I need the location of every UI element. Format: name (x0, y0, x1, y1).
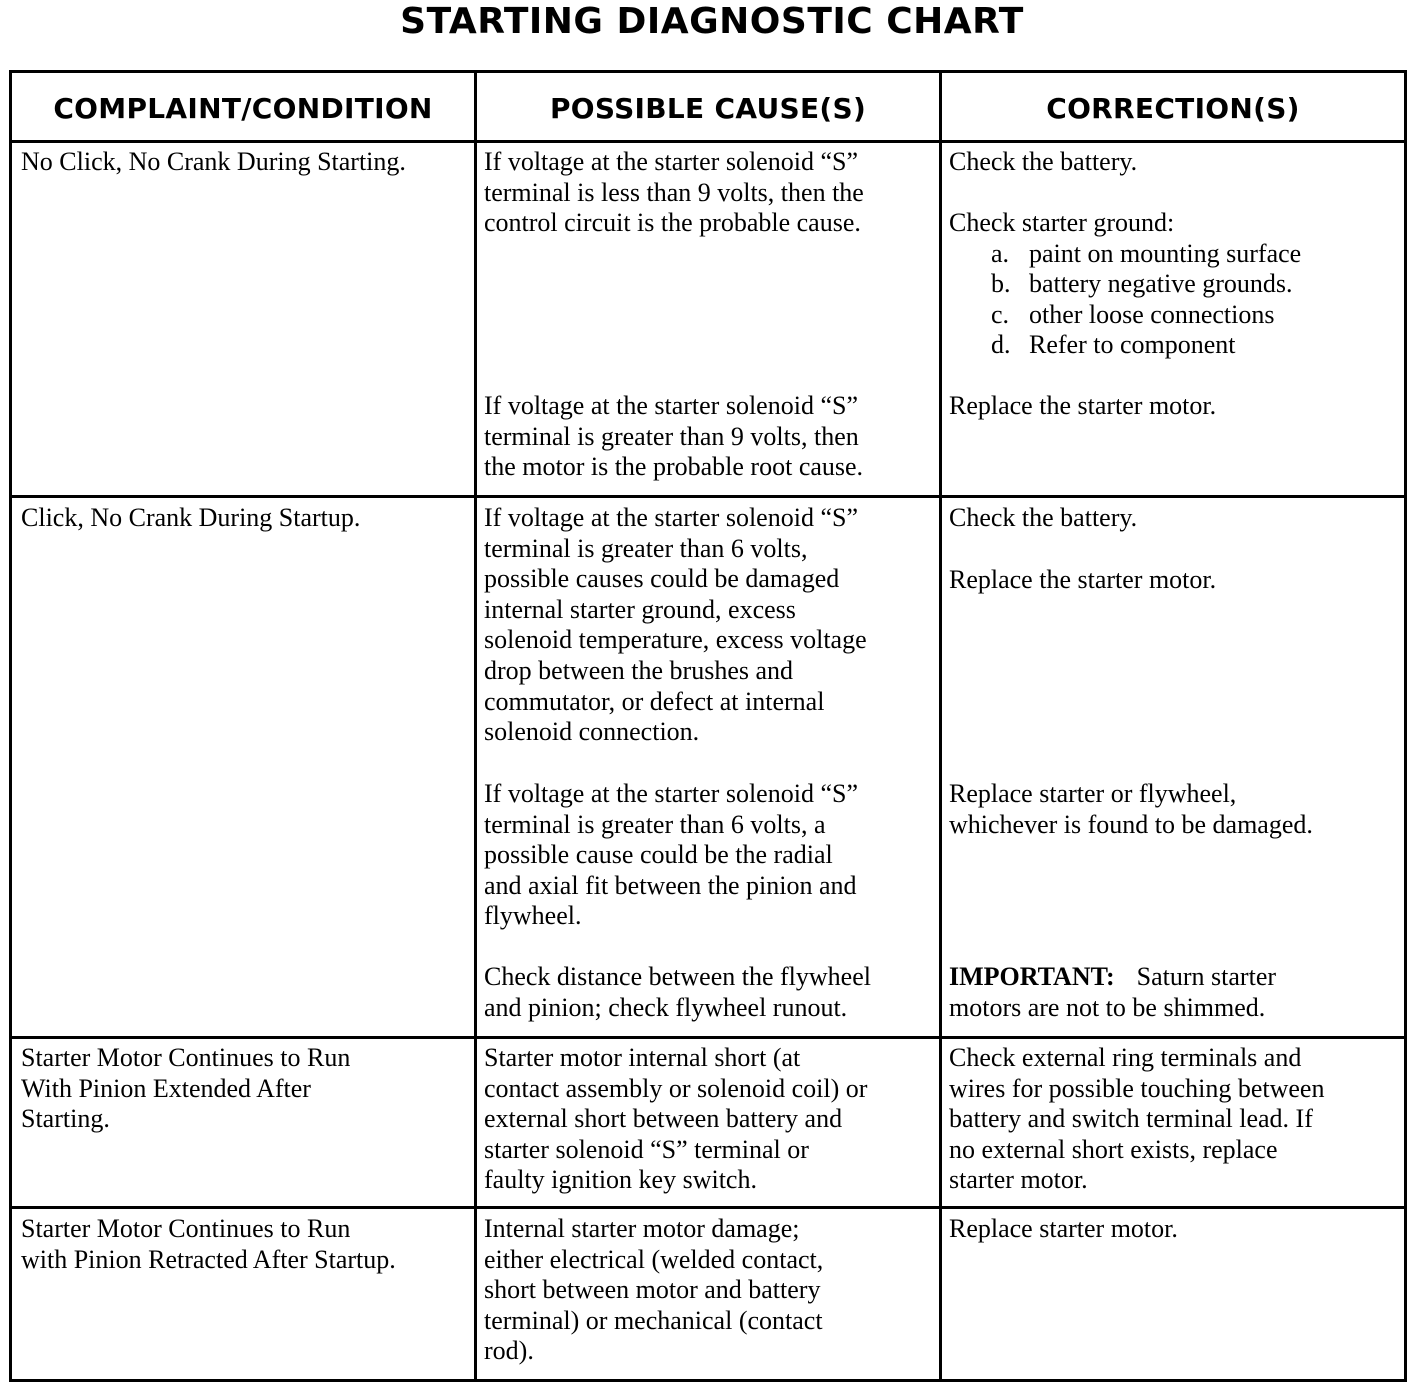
row4-correction (949, 1214, 1399, 1245)
cause-text: If voltage at the starter solenoid “S” terminal is greater than 6 volts, possible causes could be damaged internal starter ground, excess solenoid temperature, excess voltage drop between the brushes and commutator, or defect at internal solenoid connection. (484, 503, 867, 747)
row2-cause-1 (484, 503, 934, 748)
row1-correction-2 (949, 208, 1399, 361)
correction-text: Check starter ground: (949, 208, 1175, 237)
list-text: other loose connections (1029, 299, 1275, 329)
row3-condition (21, 1043, 469, 1135)
list-item (991, 269, 1399, 300)
row-divider (12, 1206, 1404, 1209)
row1-cause-1 (484, 147, 934, 239)
row2-correction-3 (949, 779, 1399, 840)
row2-condition (21, 503, 469, 534)
list-text: Refer to component (1029, 330, 1236, 360)
correction-text: Replace the starter motor. (949, 565, 1217, 594)
correction-text: Check external ring terminals and wires for possible touching between battery and switch terminal lead. If no external short exists, replace starter motor. (949, 1043, 1325, 1195)
condition-text: Starter Motor Continues to Run With Pinion Extended After Starting. (21, 1043, 351, 1134)
list-text: paint on mounting surface (1029, 238, 1302, 268)
cause-text: Starter motor internal short (at contact assembly or solenoid coil) or external short between battery and starter solenoid “S” terminal or faulty ignition key switch. (484, 1043, 868, 1195)
row1-correction-3 (949, 391, 1399, 422)
row-divider (12, 495, 1404, 498)
list-letter: c. (991, 299, 1010, 329)
condition-text: No Click, No Crank During Starting. (21, 147, 406, 176)
list-item (991, 239, 1399, 270)
correction-text: Replace the starter motor. (949, 391, 1217, 420)
correction-text: Check the battery. (949, 147, 1138, 176)
row1-correction-1 (949, 147, 1399, 178)
ground-check-list (949, 239, 1399, 361)
cause-text: Internal starter motor damage; either electrical (welded contact, short between motor and battery terminal) or mechanical (contact rod). (484, 1214, 824, 1366)
header-correction: CORRECTION(S) (1046, 91, 1300, 125)
cause-text: If voltage at the starter solenoid “S” terminal is greater than 6 volts, a possible cause could be the radial and axial fit between the pinion and flywheel. (484, 779, 858, 931)
important-label: IMPORTANT: (949, 962, 1115, 991)
important-note (949, 962, 1399, 1023)
row1-cause-2 (484, 391, 934, 483)
row-divider (12, 1036, 1404, 1039)
condition-text: Starter Motor Continues to Run with Pinion Retracted After Startup. (21, 1214, 396, 1274)
column-divider (939, 73, 942, 1379)
cause-text: If voltage at the starter solenoid “S” terminal is greater than 9 volts, then the motor is the probable root cause. (484, 391, 864, 482)
list-letter: d. (991, 330, 1011, 360)
diagnostic-table (9, 70, 1407, 1382)
cause-text: If voltage at the starter solenoid “S” terminal is less than 9 volts, then the control circuit is the probable cause. (484, 147, 864, 238)
row4-condition (21, 1214, 469, 1275)
correction-text: Replace starter motor. (949, 1214, 1178, 1243)
correction-text: Check the battery. (949, 503, 1138, 532)
row4-cause (484, 1214, 934, 1367)
row2-correction-2 (949, 565, 1399, 596)
list-text: battery negative grounds. (1029, 269, 1293, 299)
row2-correction-1 (949, 503, 1399, 534)
page-title: STARTING DIAGNOSTIC CHART (400, 1, 1024, 42)
column-divider (474, 73, 477, 1379)
list-letter: a. (991, 238, 1010, 268)
row3-correction (949, 1043, 1399, 1196)
row2-cause-2 (484, 779, 934, 932)
correction-text: Replace starter or flywheel, whichever is found to be damaged. (949, 779, 1313, 839)
row1-condition (21, 147, 469, 178)
header-complaint: COMPLAINT/CONDITION (53, 91, 433, 125)
list-item (991, 330, 1399, 361)
row2-important-note (949, 962, 1399, 1023)
condition-text: Click, No Crank During Startup. (21, 503, 361, 532)
cause-text: Check distance between the flywheel and pinion; check flywheel runout. (484, 962, 871, 1022)
header-cause: POSSIBLE CAUSE(S) (549, 91, 867, 125)
list-item (991, 300, 1399, 331)
list-letter: b. (991, 269, 1011, 299)
row3-cause (484, 1043, 934, 1196)
row2-cause-3 (484, 962, 934, 1023)
important-text: Saturn starter motors are not to be shimmed. (949, 962, 1277, 1022)
